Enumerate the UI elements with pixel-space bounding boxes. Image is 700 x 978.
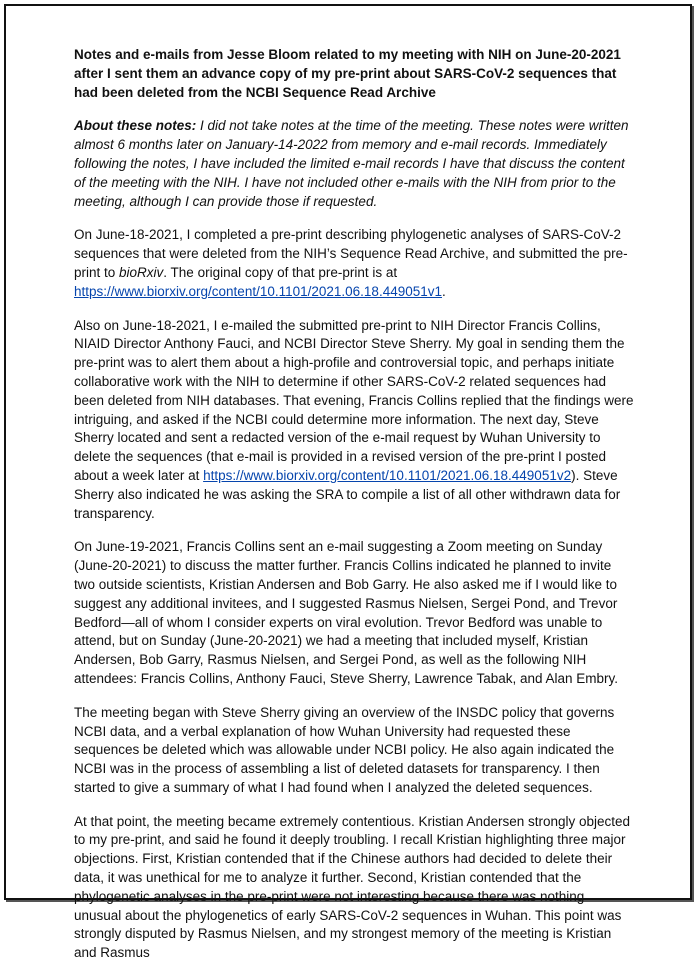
document-body [74,46,634,978]
about-notes-lead: About these notes: [74,118,197,134]
paragraph-emailed-nih [74,317,634,524]
paragraph-preprint-completed [74,226,634,301]
journal-name: bioRxiv [119,264,164,280]
paragraph-text: Also on June-18-2021, I e-mailed the submitted pre-print to NIH Director Francis Collins, NIAID Director Anthony Fauci, and NCBI Director Steve Sherry. My goal in sending them the pre-print was to alert them about a high-profile and controversial topic, and perhaps initiate collaborative work with the NIH to determine if other SARS-CoV-2 related sequences had been deleted from NIH databases. That evening, Francis Collins replied that the findings were intriguing, and asked if the NCBI could determine more information. The next day, Steve Sherry located and sent a redacted version of the e-mail request by Wuhan University to delete the sequences (that e-mail is provided in a revised version of the pre-print I posted about a week later at [74,317,634,483]
about-notes-paragraph [74,117,634,211]
paragraph-text: ). Steve Sherry also indicated he was asking the SRA to compile a list of all other withdrawn data for transparency. [74,467,621,521]
document-page [4,4,692,961]
paragraph-text: On June-18-2021, I completed a pre-print describing phylogenetic analyses of SARS-CoV-2 sequences that were deleted from the NIH’s Sequence Read Archive, and submitted the pre-print to [74,227,628,280]
document-title: Notes and e-mails from Jesse Bloom related to my meeting with NIH on June-20-2021 after I sent them an advance copy of my pre-print about SARS-CoV-2 sequences that had been deleted from the NCBI Sequence Read Archive [74,47,621,100]
preprint-v2-link[interactable]: https://www.biorxiv.org/content/10.1101/2021.06.18.449051v2 [203,467,572,483]
paragraph-text: . The original copy of that pre-print is at [163,264,398,280]
preprint-v1-link[interactable]: https://www.biorxiv.org/content/10.1101/2021.06.18.449051v1 [74,283,443,299]
paragraph-meeting-began: The meeting began with Steve Sherry giving an overview of the INSDC policy that governs NCBI data, and a verbal explanation of how Wuhan University had requested these sequences be deleted which was allowable under NCBI policy. He also again indicated the NCBI was in the process of assembling a list of deleted datasets for transparency. I then started to give a summary of what I had found when I analyzed the deleted sequences. [74,704,615,795]
paragraph-zoom-meeting: On June-19-2021, Francis Collins sent an e-mail suggesting a Zoom meeting on Sunday (June-20-2021) to discuss the matter further. Francis Collins indicated he planned to invite two outside scientists, Kristian Andersen and Bob Garry. He also asked me if I would like to suggest any additional invitees, and I suggested Rasmus Nielsen, Sergei Pond, and Trevor Bedford—all of whom I consider experts on viral evolution. Trevor Bedford was unable to attend, but on Sunday (June-20-2021) we had a meeting that included myself, Kristian Andersen, Bob Garry, Rasmus Nielsen, and Sergei Pond, as well as the following NIH attendees: Francis Collins, Anthony Fauci, Steve Sherry, Lawrence Tabak, and Alan Embry. [74,539,619,686]
paragraph-text: . [442,283,446,299]
about-notes-text: I did not take notes at the time of the meeting. These notes were written almost 6 months later on January-14-2022 from memory and e-mail records. Immediately following the notes, I have included the limited e-mail records I have that discuss the content of the meeting with the NIH. I have not included other e-mails with the NIH from prior to the meeting, although I can provide those if requested. [74,118,629,209]
paragraph-contentious: At that point, the meeting became extremely contentious. Kristian Andersen strongly objected to my pre-print, and said he found it deeply troubling. I recall Kristian highlighting three major objections. First, Kristian contended that if the Chinese authors had decided to delete their data, it was unethical for me to analyze it further. Second, Kristian contended that the phylogenetic analyses in the pre-print were not interesting because there was nothing unusual about the phylogenetics of early SARS-CoV-2 sequences in Wuhan. This point was strongly disputed by Rasmus Nielsen, and my strongest memory of the meeting is Kristian and Rasmus [74,813,631,961]
